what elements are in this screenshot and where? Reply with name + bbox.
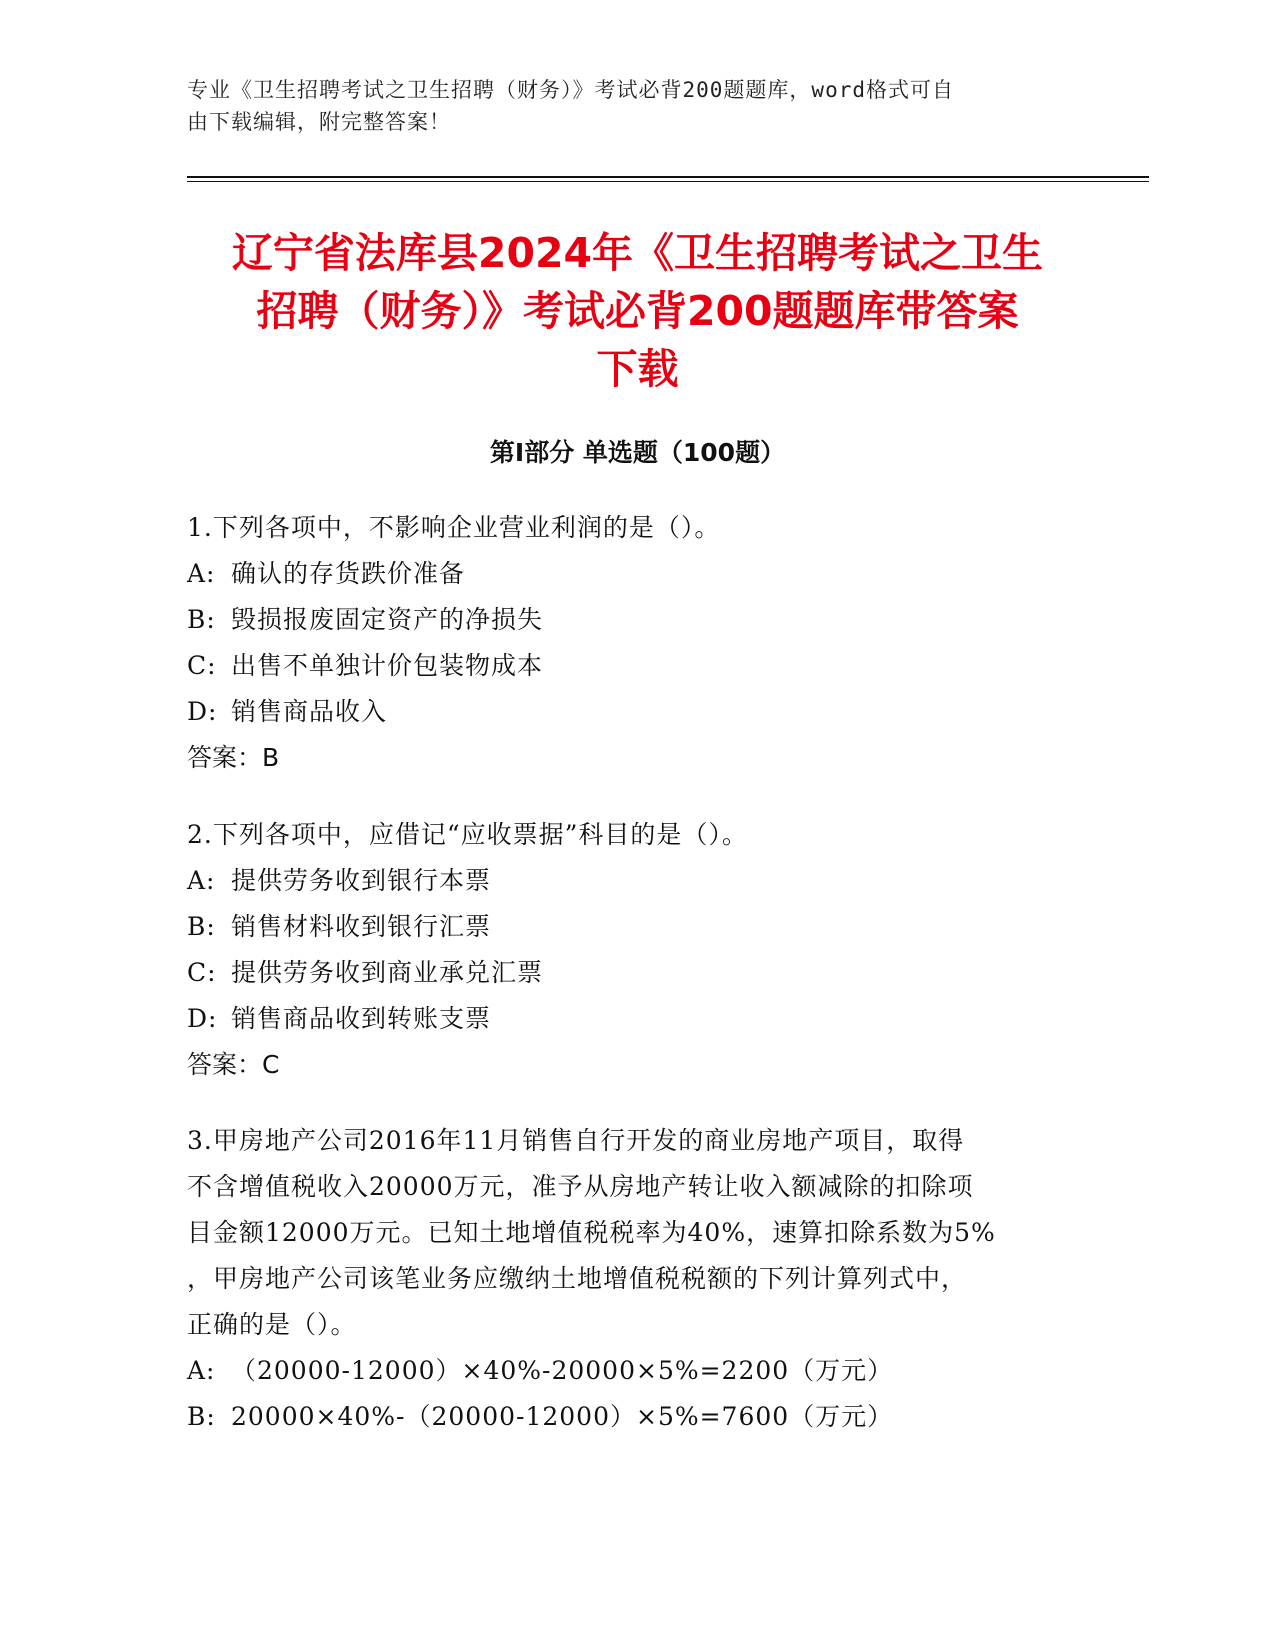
document-title (160, 224, 1115, 398)
option-text: 出售不单独计价包装物成本 (231, 651, 544, 680)
option-text: 销售商品收到转账支票 (231, 1004, 492, 1033)
option-letter: C: (187, 958, 217, 987)
option-text: （20000-12000）×40%-20000×5%=2200（万元） (231, 1356, 894, 1385)
answer: 答案：B (187, 743, 280, 772)
question-stem-line: ，甲房地产公司该笔业务应缴纳土地增值税税额的下列计算列式中， (187, 1264, 968, 1293)
question-stem-line: 1.下列各项中，不影响企业营业利润的是（）。 (187, 513, 721, 542)
option-text: 销售材料收到银行汇票 (231, 912, 492, 941)
option-text: 提供劳务收到商业承兑汇票 (231, 958, 544, 987)
option-text: 20000×40%-（20000-12000）×5%=7600（万元） (231, 1402, 894, 1431)
option-a (187, 858, 1067, 904)
option-c (187, 643, 1067, 689)
option-b (187, 904, 1067, 950)
option-letter: D: (187, 1004, 218, 1033)
question-1 (187, 505, 1067, 781)
question-stem-line: 不含增值税收入20000万元，准予从房地产转让收入额减除的扣除项 (187, 1172, 974, 1201)
option-d (187, 996, 1067, 1042)
option-letter: A: (187, 1356, 216, 1385)
header-note (187, 74, 1067, 138)
option-letter: C: (187, 651, 217, 680)
option-text: 销售商品收入 (231, 697, 388, 726)
option-text: 毁损报废固定资产的净损失 (231, 605, 544, 634)
option-c (187, 950, 1067, 996)
question-stem-line: 2.下列各项中，应借记“应收票据”科目的是（）。 (187, 820, 748, 849)
option-letter: A: (187, 866, 216, 895)
answer: 答案：C (187, 1050, 280, 1079)
document-title-line-2: 招聘（财务）》考试必背200题题库带答案 (256, 287, 1019, 335)
document-title-line-1: 辽宁省法库县2024年《卫生招聘考试之卫生 (231, 229, 1044, 277)
header-note-line-2: 由下载编辑，附完整答案！ (187, 110, 451, 134)
header-note-line-1: 专业《卫生招聘考试之卫生招聘（财务）》考试必背200题题库，word格式可自 (187, 78, 954, 102)
option-letter: B: (187, 605, 216, 634)
option-d (187, 689, 1067, 735)
question-stem-line: 目金额12000万元。已知土地增值税税率为40%，速算扣除系数为5% (187, 1218, 996, 1247)
section-title: 第Ⅰ部分 单选题（100题） (489, 438, 786, 467)
option-text: 确认的存货跌价准备 (231, 559, 466, 588)
question-stem (187, 505, 1067, 551)
option-letter: B: (187, 1402, 216, 1431)
question-stem-line: 3.甲房地产公司2016年11月销售自行开发的商业房地产项目，取得 (187, 1126, 965, 1155)
document-title-line-3: 下载 (596, 345, 679, 393)
option-a (187, 1348, 1067, 1394)
question-stem-line: 正确的是（）。 (187, 1310, 357, 1339)
question-stem (187, 1118, 1067, 1348)
option-letter: A: (187, 559, 216, 588)
header-rule-thick (187, 176, 1149, 178)
option-text: 提供劳务收到银行本票 (231, 866, 492, 895)
option-letter: B: (187, 912, 216, 941)
option-b (187, 1394, 1067, 1440)
option-letter: D: (187, 697, 218, 726)
question-3 (187, 1118, 1067, 1440)
question-2 (187, 812, 1067, 1088)
option-b (187, 597, 1067, 643)
question-stem (187, 812, 1067, 858)
header-rule-thin (187, 181, 1149, 182)
option-a (187, 551, 1067, 597)
